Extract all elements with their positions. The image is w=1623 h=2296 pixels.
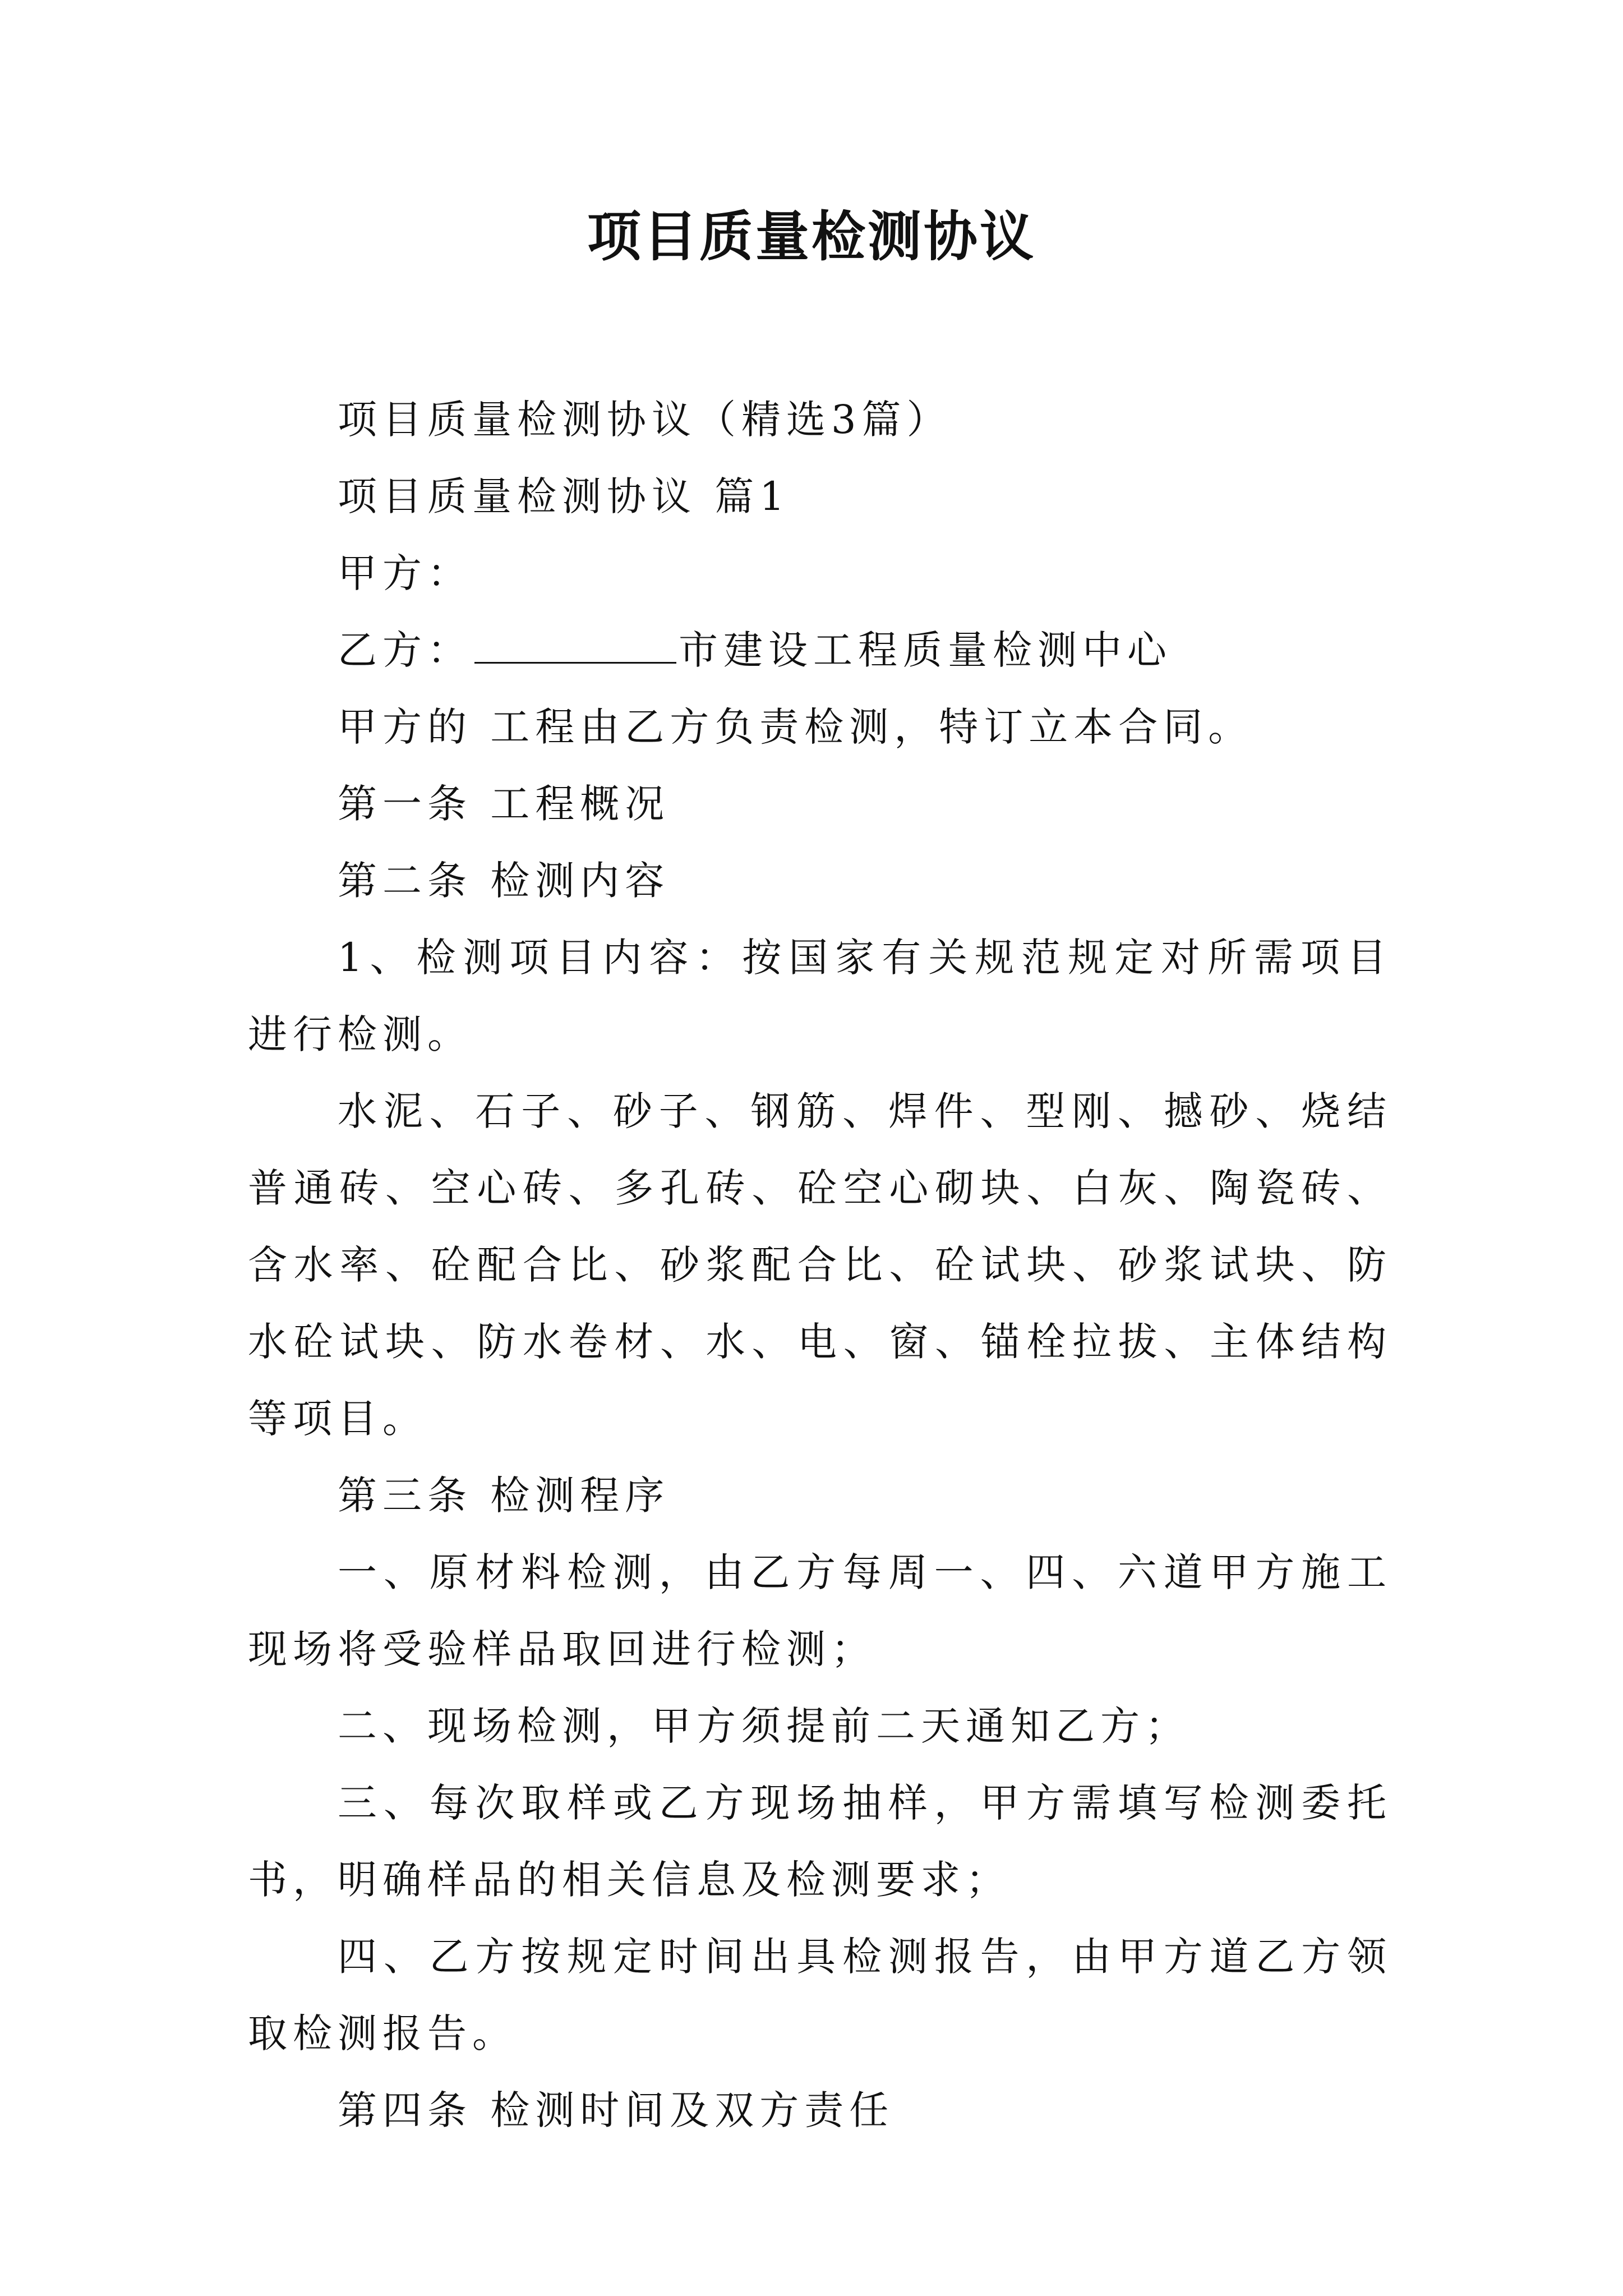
- step-3-paragraph: 三、每次取样或乙方现场抽样，甲方需填写检测委托书，明确样品的相关信息及检测要求；: [248, 1780, 1392, 1903]
- section-heading: 项目质量检测协议 篇1: [338, 473, 790, 519]
- article-4-heading: 第四条 检测时间及双方责任: [338, 2087, 895, 2133]
- party-b-label: 乙方：: [338, 627, 472, 673]
- party-b-blank-line: [474, 628, 676, 664]
- document-title: 项目质量检测协议: [587, 205, 1036, 268]
- step-1-paragraph: 一、原材料检测，由乙方每周一、四、六道甲方施工现场将受验样品取回进行检测；: [248, 1549, 1392, 1672]
- article-1-heading: 第一条 工程概况: [338, 781, 670, 827]
- party-b-line: [248, 612, 1392, 689]
- materials-paragraph: 水泥、石子、砂子、钢筋、焊件、型刚、撼砂、烧结普通砖、空心砖、多孔砖、砼空心砌块、白灰、陶瓷砖、含水率、砼配合比、砂浆配合比、砼试块、砂浆试块、防水砼试块、防水卷材、水、电、窗、锚栓拉拔、主体结构等项目。: [248, 1088, 1392, 1442]
- subtitle: 项目质量检测协议（精选3篇）: [338, 397, 952, 443]
- party-b-name: 市建设工程质量检测中心: [679, 627, 1172, 673]
- item-1-paragraph: 1、检测项目内容：按国家有关规范规定对所需项目进行检测。: [248, 935, 1392, 1057]
- article-2-heading: 第二条 检测内容: [338, 858, 670, 904]
- party-a-line: 甲方：: [338, 550, 472, 596]
- step-2-paragraph: 二、现场检测，甲方须提前二天通知乙方；: [338, 1703, 1190, 1749]
- document-body: [248, 381, 1392, 2149]
- step-4-paragraph: 四、乙方按规定时间出具检测报告，由甲方道乙方领取检测报告。: [248, 1934, 1392, 2056]
- intro-paragraph: 甲方的 工程由乙方负责检测，特订立本合同。: [338, 704, 1253, 750]
- article-3-heading: 第三条 检测程序: [338, 1473, 670, 1519]
